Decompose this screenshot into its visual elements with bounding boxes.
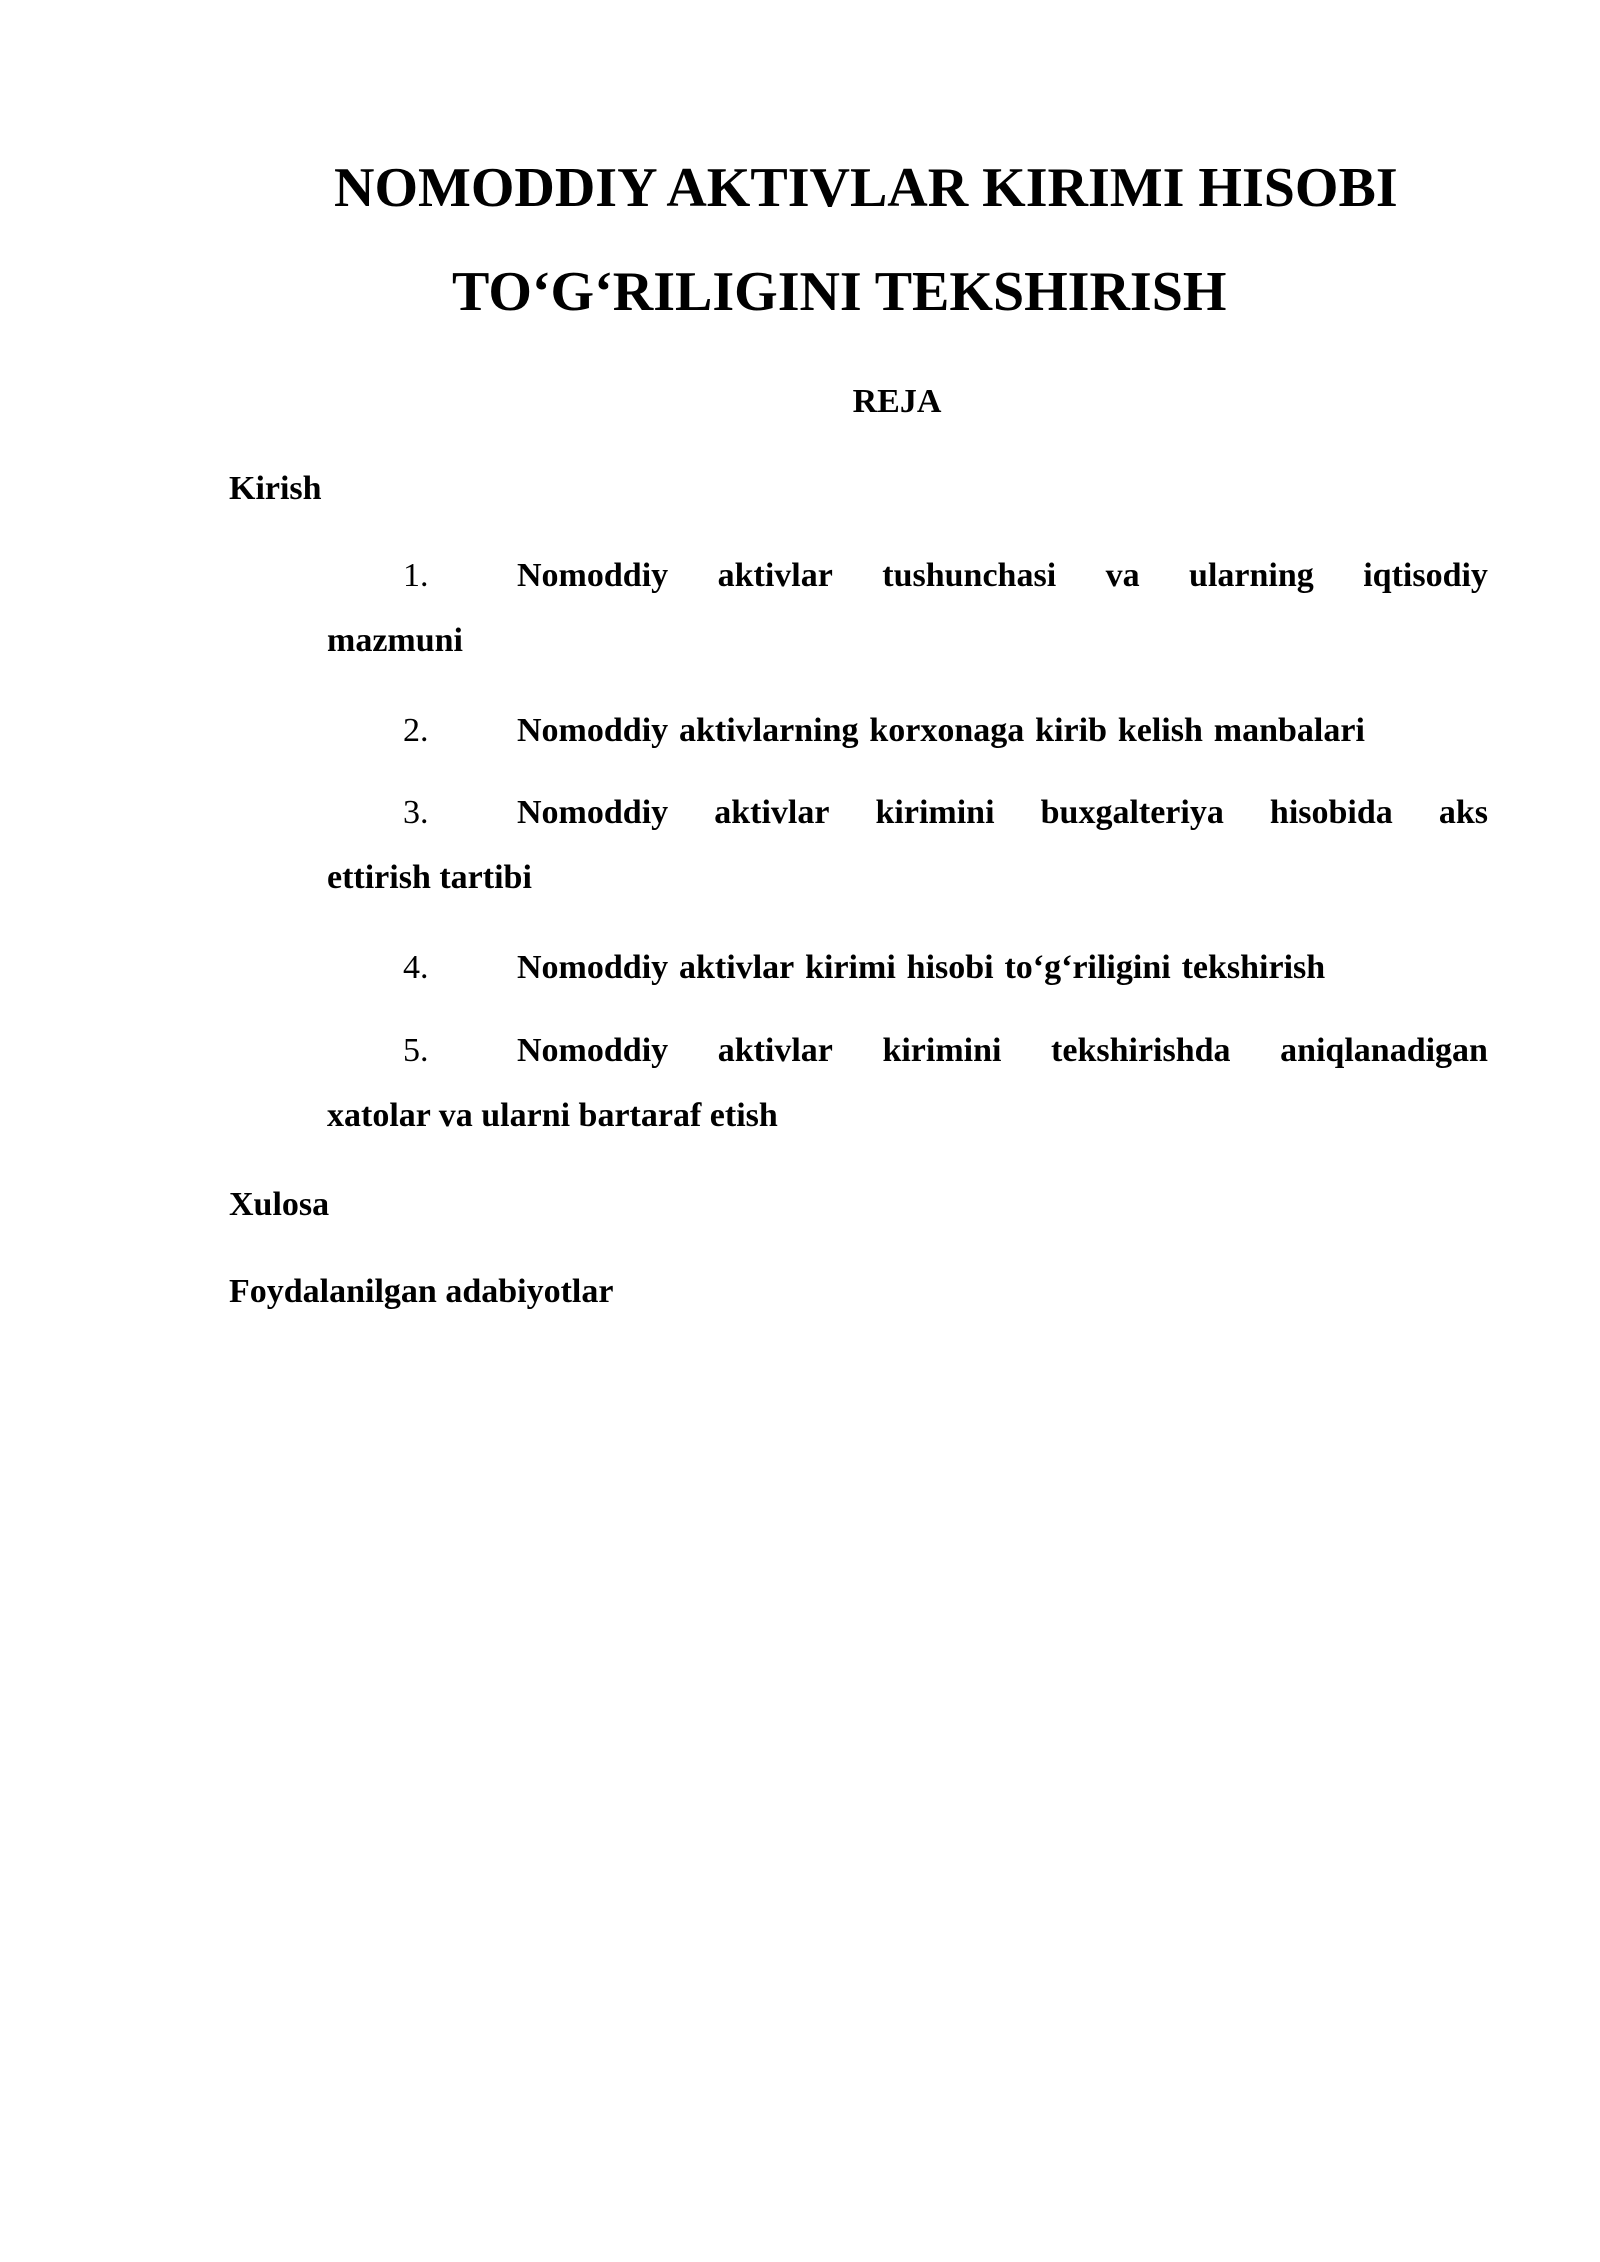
plan-item-continuation: mazmuni <box>327 622 463 659</box>
plan-item-2 <box>327 698 1488 763</box>
word: kirib <box>1035 712 1107 749</box>
plan-item-number: 3. <box>403 794 429 831</box>
plan-item-text <box>478 780 1488 845</box>
plan-item-continuation: ettirish tartibi <box>327 859 532 896</box>
plan-item-5 <box>327 1018 1488 1148</box>
document-title-line-1: NOMODDIY AKTIVLAR KIRIMI HISOBI <box>334 157 1398 219</box>
word: korxonaga <box>869 712 1025 749</box>
plan-item-4 <box>327 935 1488 1000</box>
section-references: Foydalanilgan adabiyotlar <box>229 1273 614 1310</box>
word: kirimini <box>875 794 995 831</box>
word: manbalari <box>1213 712 1365 749</box>
word: Nomoddiy <box>517 712 669 749</box>
word: tekshirishda <box>1051 1032 1231 1069</box>
plan-item-text <box>478 698 1488 763</box>
word: kelish <box>1117 712 1203 749</box>
word: Nomoddiy <box>517 949 669 986</box>
word: iqtisodiy <box>1363 557 1488 594</box>
word: aktivlar <box>679 949 795 986</box>
plan-item-text <box>478 1018 1488 1083</box>
plan-item-number: 4. <box>403 949 429 986</box>
word: aktivlar <box>717 1032 833 1069</box>
plan-item-text <box>478 543 1488 608</box>
section-conclusion: Xulosa <box>229 1186 330 1223</box>
plan-item-number: 5. <box>403 1032 429 1069</box>
word: tekshirish <box>1181 949 1326 986</box>
section-intro: Kirish <box>229 470 322 507</box>
word: aktivlarning <box>679 712 859 749</box>
word: kirimini <box>882 1032 1002 1069</box>
word: aks <box>1438 794 1488 831</box>
word: aktivlar <box>714 794 830 831</box>
document-title-line-2: TO‘G‘RILIGINI TEKSHIRISH <box>452 261 1227 323</box>
plan-item-number: 1. <box>403 557 429 594</box>
word: Nomoddiy <box>517 1032 669 1069</box>
word: Nomoddiy <box>517 794 669 831</box>
word: buxgalteriya <box>1040 794 1224 831</box>
plan-heading: REJA <box>852 383 942 420</box>
word: to‘g‘riligini <box>1004 949 1171 986</box>
word: hisobida <box>1269 794 1393 831</box>
word: va <box>1105 557 1140 594</box>
word: Nomoddiy <box>517 557 669 594</box>
word: hisobi <box>906 949 994 986</box>
word: tushunchasi <box>882 557 1057 594</box>
plan-item-1 <box>327 543 1488 673</box>
word: aniqlanadigan <box>1280 1032 1488 1069</box>
word: kirimi <box>805 949 896 986</box>
plan-item-number: 2. <box>403 712 429 749</box>
plan-item-text <box>478 935 1488 1000</box>
plan-item-continuation: xatolar va ularni bartaraf etish <box>327 1097 778 1134</box>
word: ularning <box>1189 557 1314 594</box>
word: aktivlar <box>717 557 833 594</box>
plan-item-3 <box>327 780 1488 910</box>
